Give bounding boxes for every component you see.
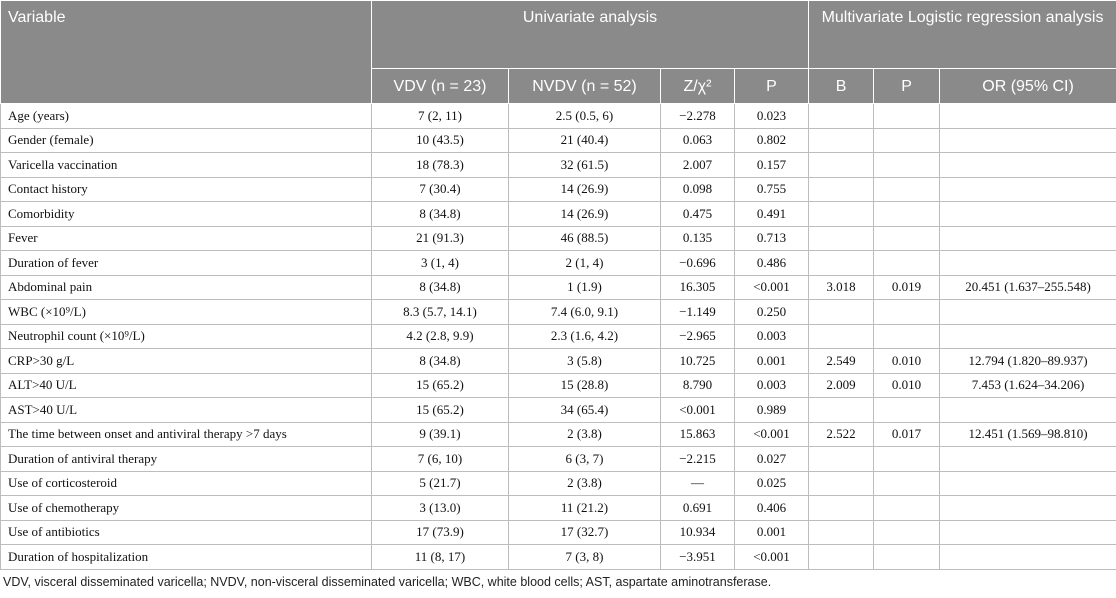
nvdv-cell: 2 (3.8) xyxy=(509,422,661,447)
vdv-cell: 7 (30.4) xyxy=(372,177,509,202)
z-chi-cell: −2.215 xyxy=(661,447,735,472)
p-multivariate-cell xyxy=(874,226,940,251)
z-chi-cell: 10.934 xyxy=(661,520,735,545)
vdv-cell: 18 (78.3) xyxy=(372,153,509,178)
header-z-chi: Z/χ² xyxy=(661,69,735,104)
table-row xyxy=(1,398,1116,423)
b-cell xyxy=(809,153,874,178)
variable-cell: The time between onset and antiviral therapy >7 days xyxy=(1,422,372,447)
nvdv-cell: 14 (26.9) xyxy=(509,177,661,202)
vdv-cell: 5 (21.7) xyxy=(372,471,509,496)
z-chi-cell: 2.007 xyxy=(661,153,735,178)
table-row xyxy=(1,545,1116,570)
z-chi-cell: 0.098 xyxy=(661,177,735,202)
or-cell: 7.453 (1.624–34.206) xyxy=(940,373,1116,398)
p-multivariate-cell: 0.010 xyxy=(874,373,940,398)
p-cell: <0.001 xyxy=(735,545,809,570)
table-row xyxy=(1,349,1116,374)
variable-cell: Age (years) xyxy=(1,104,372,129)
or-cell xyxy=(940,300,1116,325)
table-row xyxy=(1,226,1116,251)
z-chi-cell: 0.475 xyxy=(661,202,735,227)
nvdv-cell: 2 (1, 4) xyxy=(509,251,661,276)
z-chi-cell: −1.149 xyxy=(661,300,735,325)
p-multivariate-cell xyxy=(874,520,940,545)
vdv-cell: 8 (34.8) xyxy=(372,275,509,300)
table-row xyxy=(1,153,1116,178)
b-cell xyxy=(809,520,874,545)
z-chi-cell: 10.725 xyxy=(661,349,735,374)
p-cell: 0.713 xyxy=(735,226,809,251)
p-cell: 0.001 xyxy=(735,520,809,545)
p-cell: 0.250 xyxy=(735,300,809,325)
variable-cell: CRP>30 g/L xyxy=(1,349,372,374)
p-multivariate-cell xyxy=(874,496,940,521)
variable-cell: WBC (×10⁹/L) xyxy=(1,300,372,325)
z-chi-cell: 8.790 xyxy=(661,373,735,398)
table-row xyxy=(1,496,1116,521)
variable-cell: Abdominal pain xyxy=(1,275,372,300)
p-multivariate-cell xyxy=(874,251,940,276)
or-cell xyxy=(940,153,1116,178)
b-cell xyxy=(809,104,874,129)
p-cell: 0.486 xyxy=(735,251,809,276)
b-cell xyxy=(809,300,874,325)
table-body xyxy=(1,104,1116,570)
p-cell: 0.755 xyxy=(735,177,809,202)
p-multivariate-cell: 0.019 xyxy=(874,275,940,300)
nvdv-cell: 15 (28.8) xyxy=(509,373,661,398)
variable-cell: Use of chemotherapy xyxy=(1,496,372,521)
variable-cell: Use of corticosteroid xyxy=(1,471,372,496)
variable-cell: Duration of antiviral therapy xyxy=(1,447,372,472)
z-chi-cell: 0.135 xyxy=(661,226,735,251)
nvdv-cell: 14 (26.9) xyxy=(509,202,661,227)
b-cell xyxy=(809,447,874,472)
nvdv-cell: 46 (88.5) xyxy=(509,226,661,251)
b-cell xyxy=(809,177,874,202)
z-chi-cell: 0.063 xyxy=(661,128,735,153)
header-p: P xyxy=(735,69,809,104)
nvdv-cell: 17 (32.7) xyxy=(509,520,661,545)
vdv-cell: 4.2 (2.8, 9.9) xyxy=(372,324,509,349)
or-cell: 20.451 (1.637–255.548) xyxy=(940,275,1116,300)
b-cell: 2.522 xyxy=(809,422,874,447)
variable-cell: Duration of hospitalization xyxy=(1,545,372,570)
vdv-cell: 15 (65.2) xyxy=(372,373,509,398)
p-multivariate-cell xyxy=(874,471,940,496)
or-cell xyxy=(940,545,1116,570)
vdv-cell: 7 (6, 10) xyxy=(372,447,509,472)
vdv-cell: 8 (34.8) xyxy=(372,349,509,374)
p-multivariate-cell: 0.010 xyxy=(874,349,940,374)
table-row xyxy=(1,300,1116,325)
table-row xyxy=(1,520,1116,545)
variable-cell: ALT>40 U/L xyxy=(1,373,372,398)
table-row xyxy=(1,251,1116,276)
header-vdv: VDV (n = 23) xyxy=(372,69,509,104)
table-row xyxy=(1,104,1116,129)
z-chi-cell: — xyxy=(661,471,735,496)
nvdv-cell: 21 (40.4) xyxy=(509,128,661,153)
table-row xyxy=(1,447,1116,472)
table-row xyxy=(1,128,1116,153)
or-cell xyxy=(940,177,1116,202)
variable-cell: Comorbidity xyxy=(1,202,372,227)
table-footnote: VDV, visceral disseminated varicella; NVDV, non-visceral disseminated varicella; WBC, white blood cells; AST, aspartate aminotransferase. xyxy=(3,575,772,589)
z-chi-cell: −2.965 xyxy=(661,324,735,349)
variable-cell: Use of antibiotics xyxy=(1,520,372,545)
p-multivariate-cell xyxy=(874,324,940,349)
vdv-cell: 9 (39.1) xyxy=(372,422,509,447)
p-cell: 0.023 xyxy=(735,104,809,129)
table-row xyxy=(1,422,1116,447)
vdv-cell: 17 (73.9) xyxy=(372,520,509,545)
p-multivariate-cell xyxy=(874,202,940,227)
table-row xyxy=(1,275,1116,300)
b-cell: 2.549 xyxy=(809,349,874,374)
variable-cell: AST>40 U/L xyxy=(1,398,372,423)
header-variable: Variable xyxy=(1,1,372,104)
vdv-cell: 21 (91.3) xyxy=(372,226,509,251)
z-chi-cell: 15.863 xyxy=(661,422,735,447)
p-multivariate-cell xyxy=(874,545,940,570)
p-multivariate-cell: 0.017 xyxy=(874,422,940,447)
b-cell xyxy=(809,545,874,570)
b-cell xyxy=(809,471,874,496)
p-cell: <0.001 xyxy=(735,275,809,300)
or-cell xyxy=(940,398,1116,423)
p-multivariate-cell xyxy=(874,153,940,178)
p-cell: <0.001 xyxy=(735,422,809,447)
p-cell: 0.001 xyxy=(735,349,809,374)
p-cell: 0.003 xyxy=(735,373,809,398)
vdv-cell: 3 (1, 4) xyxy=(372,251,509,276)
nvdv-cell: 2 (3.8) xyxy=(509,471,661,496)
table-row xyxy=(1,202,1116,227)
table-row xyxy=(1,471,1116,496)
variable-cell: Contact history xyxy=(1,177,372,202)
or-cell xyxy=(940,471,1116,496)
nvdv-cell: 2.3 (1.6, 4.2) xyxy=(509,324,661,349)
b-cell: 3.018 xyxy=(809,275,874,300)
vdv-cell: 8.3 (5.7, 14.1) xyxy=(372,300,509,325)
vdv-cell: 3 (13.0) xyxy=(372,496,509,521)
z-chi-cell: <0.001 xyxy=(661,398,735,423)
or-cell xyxy=(940,104,1116,129)
variable-cell: Fever xyxy=(1,226,372,251)
nvdv-cell: 1 (1.9) xyxy=(509,275,661,300)
p-cell: 0.025 xyxy=(735,471,809,496)
p-cell: 0.802 xyxy=(735,128,809,153)
variable-cell: Gender (female) xyxy=(1,128,372,153)
p-cell: 0.406 xyxy=(735,496,809,521)
variable-cell: Varicella vaccination xyxy=(1,153,372,178)
or-cell xyxy=(940,128,1116,153)
p-cell: 0.027 xyxy=(735,447,809,472)
header-univariate: Univariate analysis xyxy=(372,1,809,69)
table-row xyxy=(1,177,1116,202)
or-cell: 12.451 (1.569–98.810) xyxy=(940,422,1116,447)
p-multivariate-cell xyxy=(874,300,940,325)
p-multivariate-cell xyxy=(874,128,940,153)
header-b: B xyxy=(809,69,874,104)
p-multivariate-cell xyxy=(874,447,940,472)
vdv-cell: 7 (2, 11) xyxy=(372,104,509,129)
variable-cell: Neutrophil count (×10⁹/L) xyxy=(1,324,372,349)
b-cell xyxy=(809,128,874,153)
or-cell xyxy=(940,447,1116,472)
p-cell: 0.157 xyxy=(735,153,809,178)
z-chi-cell: 0.691 xyxy=(661,496,735,521)
b-cell: 2.009 xyxy=(809,373,874,398)
or-cell xyxy=(940,251,1116,276)
header-multivariate: Multivariate Logistic regression analysis xyxy=(809,1,1116,69)
or-cell xyxy=(940,520,1116,545)
z-chi-cell: 16.305 xyxy=(661,275,735,300)
z-chi-cell: −2.278 xyxy=(661,104,735,129)
nvdv-cell: 32 (61.5) xyxy=(509,153,661,178)
nvdv-cell: 2.5 (0.5, 6) xyxy=(509,104,661,129)
p-cell: 0.989 xyxy=(735,398,809,423)
nvdv-cell: 6 (3, 7) xyxy=(509,447,661,472)
header-nvdv: NVDV (n = 52) xyxy=(509,69,661,104)
nvdv-cell: 7 (3, 8) xyxy=(509,545,661,570)
header-p-multivariate: P xyxy=(874,69,940,104)
z-chi-cell: −3.951 xyxy=(661,545,735,570)
or-cell xyxy=(940,226,1116,251)
nvdv-cell: 7.4 (6.0, 9.1) xyxy=(509,300,661,325)
vdv-cell: 11 (8, 17) xyxy=(372,545,509,570)
b-cell xyxy=(809,202,874,227)
header-or: OR (95% CI) xyxy=(940,69,1116,104)
table-row xyxy=(1,373,1116,398)
or-cell xyxy=(940,324,1116,349)
table-row xyxy=(1,324,1116,349)
p-cell: 0.003 xyxy=(735,324,809,349)
b-cell xyxy=(809,251,874,276)
nvdv-cell: 3 (5.8) xyxy=(509,349,661,374)
or-cell: 12.794 (1.820–89.937) xyxy=(940,349,1116,374)
nvdv-cell: 34 (65.4) xyxy=(509,398,661,423)
b-cell xyxy=(809,226,874,251)
p-multivariate-cell xyxy=(874,104,940,129)
b-cell xyxy=(809,398,874,423)
vdv-cell: 8 (34.8) xyxy=(372,202,509,227)
p-multivariate-cell xyxy=(874,398,940,423)
p-multivariate-cell xyxy=(874,177,940,202)
vdv-cell: 15 (65.2) xyxy=(372,398,509,423)
variable-cell: Duration of fever xyxy=(1,251,372,276)
b-cell xyxy=(809,496,874,521)
or-cell xyxy=(940,496,1116,521)
p-cell: 0.491 xyxy=(735,202,809,227)
or-cell xyxy=(940,202,1116,227)
b-cell xyxy=(809,324,874,349)
nvdv-cell: 11 (21.2) xyxy=(509,496,661,521)
z-chi-cell: −0.696 xyxy=(661,251,735,276)
vdv-cell: 10 (43.5) xyxy=(372,128,509,153)
